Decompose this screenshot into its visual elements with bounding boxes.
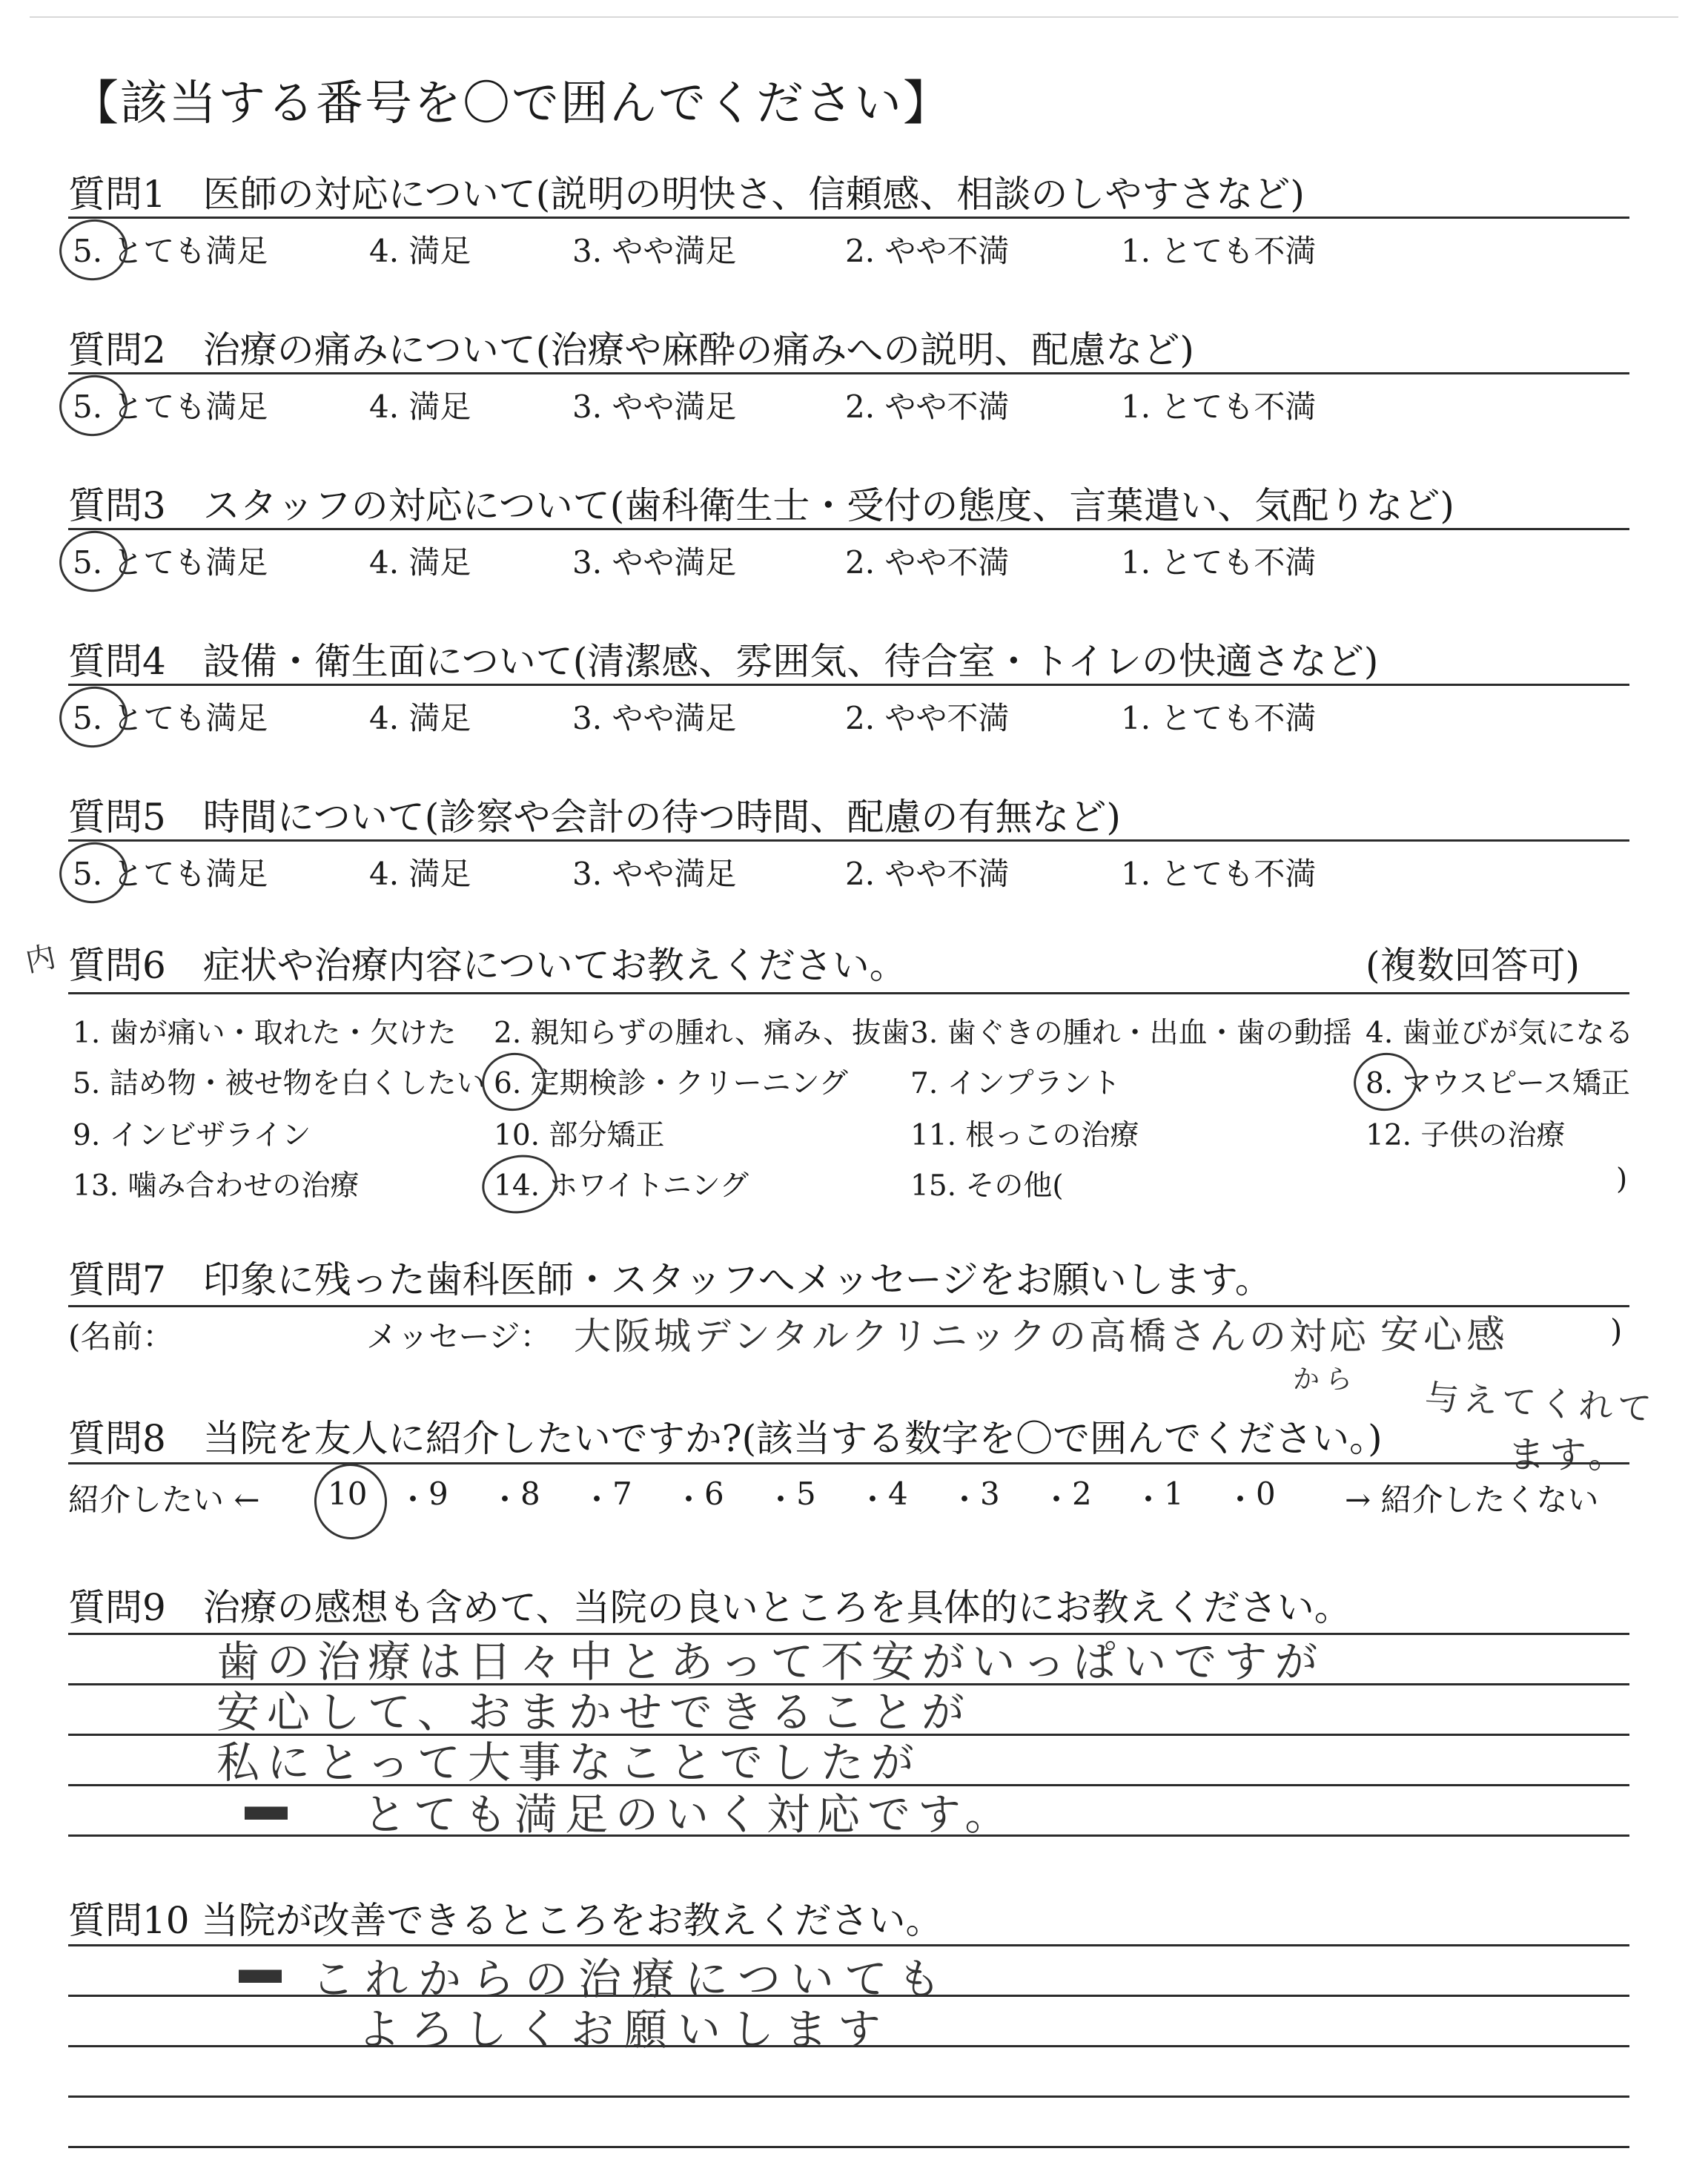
q6-option-4[interactable]: 4. 歯並びが気になる [1366,1017,1634,1050]
q9-struck-text: ▬ [245,1780,295,1830]
q9-answer-line-1: 歯の治療は日々中とあって不安がいっぱいですが [216,1636,1325,1687]
q8-label: 質問8 当院を友人に紹介したいですか?(該当する数字を〇で囲んでください。) [68,1417,1383,1460]
q5-option-3[interactable]: 3. やや満足 [572,856,737,892]
q8-separator: ・ [949,1482,981,1518]
q8-option-8[interactable]: 8 [520,1476,540,1512]
q6-option-6[interactable]: 6. 定期検診・クリーニング [494,1067,848,1100]
q9-label: 質問9 治療の感想も含めて、当院の良いところを具体的にお教えください。 [68,1586,1351,1629]
q4-option-5[interactable]: 5. とても満足 [73,700,268,736]
q8-rule [68,1462,1629,1464]
q3-option-5[interactable]: 5. とても満足 [73,544,268,581]
q1-option-3[interactable]: 3. やや満足 [572,233,737,269]
q5-option-2[interactable]: 2. やや不満 [845,856,1010,892]
q8-option-0[interactable]: 0 [1256,1476,1276,1512]
q4-rule [68,684,1629,686]
q8-option-9[interactable]: 9 [428,1476,448,1512]
q6-option-8[interactable]: 8. マウスピース矯正 [1366,1067,1630,1100]
q6-option-1[interactable]: 1. 歯が痛い・取れた・欠けた [73,1017,457,1050]
q5-rule [68,839,1629,842]
q5-label: 質問5 時間について(診察や会計の待つ時間、配慮の有無など) [68,796,1121,839]
q3-label: 質問3 スタッフの対応について(歯科衛生士・受付の態度、言葉遣い、気配りなど) [68,484,1454,527]
q6-option-2[interactable]: 2. 親知らずの腫れ、痛み、抜歯 [494,1017,910,1050]
q8-option-3[interactable]: 3 [980,1476,1000,1512]
q6-label: 質問6 症状や治療内容についてお教えください。 [68,944,907,987]
q6-margin-mark: 内 [22,939,59,980]
q8-option-2[interactable]: 2 [1072,1476,1092,1512]
q4-label: 質問4 設備・衛生面について(清潔感、雰囲気、待合室・トイレの快適さなど) [68,640,1379,683]
q7-message-line3: ます。 [1508,1433,1629,1476]
q2-selection-circle [56,371,132,440]
q3-option-1[interactable]: 1. とても不満 [1121,544,1317,581]
q10-rule-4 [68,2095,1629,2098]
q6-rule [68,992,1629,994]
q6-option-15-close: ) [1616,1163,1628,1196]
q8-option-5[interactable]: 5 [796,1476,816,1512]
q4-option-2[interactable]: 2. やや不満 [845,700,1010,736]
q8-separator: ・ [1225,1482,1257,1518]
q7-message-label: メッセージ： [366,1318,552,1355]
top-edge-line [30,16,1678,18]
q6-option-10[interactable]: 10. 部分矯正 [494,1119,665,1152]
q8-option-10[interactable]: 10 [328,1476,368,1512]
q6-selection-circle-14 [477,1149,562,1220]
q3-selection-circle [56,526,132,596]
q3-option-2[interactable]: 2. やや不満 [845,544,1010,581]
q1-option-1[interactable]: 1. とても不満 [1121,233,1317,269]
q6-option-14[interactable]: 14. ホワイトニング [494,1169,749,1203]
q8-option-4[interactable]: 4 [888,1476,908,1512]
q2-option-2[interactable]: 2. やや不満 [845,389,1010,425]
q8-separator: ・ [765,1482,797,1518]
q8-separator: ・ [1041,1482,1073,1518]
q7-message-line1: 大阪城デンタルクリニックの高橋さんの対応 [574,1315,1369,1358]
q9-answer-line-4: とても満足のいく対応です。 [363,1789,1016,1840]
page-title: 【該当する番号を〇で囲んでください】 [71,76,952,131]
q2-option-3[interactable]: 3. やや満足 [572,389,737,425]
q8-separator: ・ [489,1482,521,1518]
q7-message-line1b: 安心感 [1380,1313,1510,1358]
q2-option-4[interactable]: 4. 満足 [369,389,471,425]
q8-separator: ・ [673,1482,705,1518]
q8-option-7[interactable]: 7 [612,1476,632,1512]
q5-option-1[interactable]: 1. とても不満 [1121,856,1317,892]
q6-option-15[interactable]: 15. その他( [910,1169,1064,1203]
q3-option-4[interactable]: 4. 満足 [369,544,471,581]
q3-option-3[interactable]: 3. やや満足 [572,544,737,581]
q7-name-label: (名前： [68,1318,174,1355]
q9-answer-line-3: 私にとって大事なことでしたが [216,1737,921,1788]
q6-option-5[interactable]: 5. 詰め物・被せ物を白くしたい [73,1067,486,1100]
q7-message-line2: 与えてくれて [1423,1376,1658,1430]
q1-selection-circle [56,215,132,285]
q10-struck-text: ▬ [239,1943,282,1993]
q4-option-3[interactable]: 3. やや満足 [572,700,737,736]
q5-option-4[interactable]: 4. 満足 [369,856,471,892]
q8-selection-circle [311,1460,391,1543]
q2-rule [68,372,1629,374]
q2-option-1[interactable]: 1. とても不満 [1121,389,1317,425]
q6-option-7[interactable]: 7. インプラント [910,1067,1121,1100]
q8-separator: ・ [1133,1482,1165,1518]
q8-left-label: 紹介したい ← [68,1482,260,1518]
q1-option-5[interactable]: 5. とても満足 [73,233,268,269]
q8-separator: ・ [397,1482,429,1518]
q2-label: 質問2 治療の痛みについて(治療や麻酔の痛みへの説明、配慮など) [68,328,1194,371]
q6-option-3[interactable]: 3. 歯ぐきの腫れ・出血・歯の動揺 [910,1017,1352,1050]
q2-option-5[interactable]: 5. とても満足 [73,389,268,425]
q10-answer-line-1: これからの治療についても [311,1954,951,2004]
q7-message-insert: から [1293,1364,1359,1395]
q7-close-paren: ) [1610,1312,1623,1349]
q5-option-5[interactable]: 5. とても満足 [73,856,268,892]
q10-label: 質問10 当院が改善できるところをお教えください。 [68,1899,943,1942]
q6-option-9[interactable]: 9. インビザライン [73,1119,311,1152]
q10-rule-5 [68,2146,1629,2148]
q8-option-1[interactable]: 1 [1164,1476,1184,1512]
q4-selection-circle [56,682,132,752]
q1-option-4[interactable]: 4. 満足 [369,233,471,269]
q1-label: 質問1 医師の対応について(説明の明快さ、信頼感、相談のしやすさなど) [68,173,1305,216]
q6-option-11[interactable]: 11. 根っこの治療 [910,1119,1139,1152]
q5-selection-circle [56,838,132,908]
q9-answer-line-2: 安心して、おまかせできることが [216,1687,972,1737]
q8-separator: ・ [581,1482,613,1518]
q3-rule [68,528,1629,530]
q6-option-13[interactable]: 13. 噛み合わせの治療 [73,1169,360,1203]
q8-separator: ・ [857,1482,889,1518]
q6-option-12[interactable]: 12. 子供の治療 [1366,1119,1566,1152]
q4-option-4[interactable]: 4. 満足 [369,700,471,736]
q4-option-1[interactable]: 1. とても不満 [1121,700,1317,736]
q8-option-6[interactable]: 6 [704,1476,724,1512]
q1-option-2[interactable]: 2. やや不満 [845,233,1010,269]
q8-right-label: → 紹介したくない [1345,1482,1599,1518]
q1-rule [68,217,1629,219]
q6-selection-circle-6 [477,1048,550,1116]
q6-selection-circle-8 [1349,1048,1422,1116]
q7-label: 質問7 印象に残った歯科医師・スタッフへメッセージをお願いします。 [68,1258,1272,1301]
q6-note: (複数回答可) [1366,944,1580,987]
q10-answer-line-2: よろしくお願いします [357,2004,892,2055]
